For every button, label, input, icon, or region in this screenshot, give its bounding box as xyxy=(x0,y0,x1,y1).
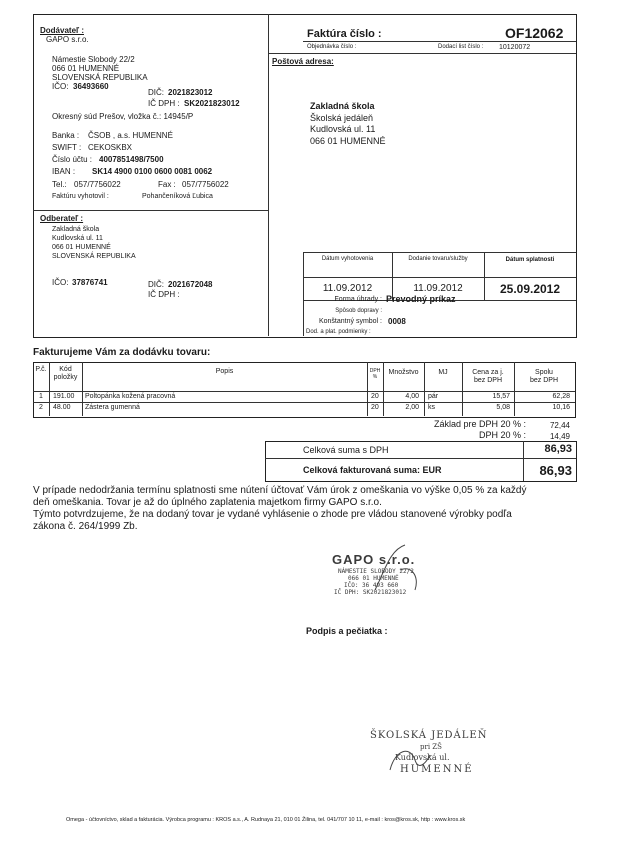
header-dph-2: % xyxy=(372,374,378,380)
row-price: 5,08 xyxy=(496,404,510,411)
supplier-iban-label: IBAN : xyxy=(52,167,76,176)
customer-ico: 37876741 xyxy=(72,278,108,287)
customer-ico-label: IČO: xyxy=(52,278,69,287)
constant-symbol: 0008 xyxy=(388,317,406,326)
postal-line2: Školská jedáleň xyxy=(310,113,374,123)
company-stamp-line-3: IČO: 36 493 660 xyxy=(344,582,399,589)
notice-line-4: zákona č. 264/1999 Zb. xyxy=(33,521,138,532)
row-price: 15,57 xyxy=(492,393,510,400)
header-price-1: Cena za j. xyxy=(472,369,504,376)
postal-name: Zakladná škola xyxy=(310,101,375,111)
header-dph-1: DPH xyxy=(369,368,381,374)
vat-base-value: 72,44 xyxy=(549,421,570,430)
supplier-account: 4007851498/7500 xyxy=(99,155,164,164)
issue-date: 11.09.2012 xyxy=(322,283,373,294)
supplier-swift-label: SWIFT : xyxy=(52,143,82,152)
supplier-bank: ČSOB , a.s. HUMENNÉ xyxy=(88,131,173,140)
customer-country: SLOVENSKÁ REPUBLIKA xyxy=(52,253,136,260)
payment-method: Prevodný príkaz xyxy=(386,294,456,304)
supplier-name: GAPO s.r.o. xyxy=(46,35,89,44)
row-unit: pár xyxy=(428,393,439,400)
supplier-issued-by: Pohančeníková Ľubica xyxy=(142,193,213,200)
footer-text: Omega - účtovníctvo, sklad a fakturácia. Výrobca programu : KROS a.s., A. Rudnaya 21, 010 01 Žilina, tel. 041/707 10 11, e-mail : kros@kros.sk, http : www.kros.sk xyxy=(66,817,466,823)
symbol-label: Konštantný symbol : xyxy=(318,318,382,325)
supplier-dic-label: DIČ: xyxy=(148,88,164,97)
row-desc: Zástera gumenná xyxy=(85,404,140,411)
row-total: 10,16 xyxy=(552,404,570,411)
vat-label: DPH 20 % : xyxy=(478,430,526,440)
signature-scribble xyxy=(370,540,430,600)
supplier-court: Okresný súd Prešov, vložka č.: 14945/P xyxy=(52,112,194,121)
header-desc: Popis xyxy=(215,368,234,375)
vat-value: 14,49 xyxy=(549,432,570,441)
supplier-account-label: Číslo účtu : xyxy=(52,155,93,164)
invoiced-label: Celková fakturovaná suma: EUR xyxy=(303,465,442,475)
notice-line-2: deň omeškania. Tovar je až do úplného zaplatenia majetkom firmy GAPO s.r.o. xyxy=(33,497,382,508)
row-pc: 1 xyxy=(39,393,43,400)
supplier-iban: SK14 4900 0100 0600 0081 0062 xyxy=(92,167,213,176)
header-pc: P.č. xyxy=(35,366,47,373)
issue-date-label: Dátum vyhotovenia xyxy=(321,256,374,262)
header-total-2: bez DPH xyxy=(529,377,558,384)
supplier-tel-label: Tel.: xyxy=(52,180,67,189)
delivery-date-label: Dodanie tovaru/služby xyxy=(408,256,468,262)
invoice-number: OF12062 xyxy=(505,25,564,41)
header-unit: MJ xyxy=(438,369,448,376)
row-desc: Poltopánka kožená pracovná xyxy=(85,393,176,400)
dates-mid-line xyxy=(303,277,576,278)
row-total: 62,28 xyxy=(552,393,570,400)
notice-line-3: Týmto potvrdzujeme, že na dodaný tovar je vydané vyhlásenie o zhode pre vládou stanovené výrobky podľa xyxy=(33,509,512,520)
sum-label: Celková suma s DPH xyxy=(303,445,389,455)
postal-city: 066 01 HUMENNÉ xyxy=(310,136,386,146)
customer-divider xyxy=(33,210,269,211)
supplier-issued-by-label: Faktúru vyhotovil : xyxy=(52,193,109,200)
row-qty: 2,00 xyxy=(405,404,419,411)
supplier-ico: 36493660 xyxy=(73,82,109,91)
row-dph: 20 xyxy=(371,404,379,411)
order-label: Objednávka číslo : xyxy=(307,44,357,50)
customer-stamp-line-4: HUMENNÉ xyxy=(400,764,474,775)
row-unit: ks xyxy=(428,404,435,411)
postal-heading: Poštová adresa: xyxy=(272,57,334,66)
supplier-bank-label: Banka : xyxy=(52,131,80,140)
invoiced-value: 86,93 xyxy=(539,463,572,478)
supplier-dic: 2021823012 xyxy=(168,88,213,97)
company-stamp-title: GAPO s.r.o. xyxy=(332,552,416,567)
customer-heading: Odberateľ : xyxy=(40,214,84,223)
header-total-1: Spolu xyxy=(535,369,553,376)
items-heading: Fakturujeme Vám za dodávku tovaru: xyxy=(33,347,211,358)
customer-icdph-label: IČ DPH : xyxy=(148,290,180,299)
header-code-1: Kód xyxy=(59,366,72,373)
customer-signature-scribble xyxy=(385,740,435,780)
sum-value: 86,93 xyxy=(544,443,572,455)
notice-line-1: V prípade nedodržania termínu splatnosti sme nútení účtovať Vám úrok z omeškania vo výške 0,05 % za každý xyxy=(33,485,527,496)
header-code-2: položky xyxy=(53,374,78,381)
customer-street: Kudlovská ul. 11 xyxy=(52,235,103,242)
supplier-icdph: SK2021823012 xyxy=(184,99,240,108)
due-date: 25.09.2012 xyxy=(499,282,561,296)
customer-stamp-line-2: pri ZŠ xyxy=(420,743,442,751)
company-stamp-line-2: 066 01 HUMENNÉ xyxy=(348,575,399,582)
vat-base-label: Základ pre DPH 20 % : xyxy=(433,419,526,429)
row-code: 48.00 xyxy=(53,404,71,411)
customer-name: Zakladná škola xyxy=(52,226,100,233)
delivery-note-number: 10120072 xyxy=(499,44,531,51)
row-qty: 4,00 xyxy=(405,393,419,400)
payment-label: Forma úhrady : xyxy=(334,296,382,303)
supplier-country: SLOVENSKÁ REPUBLIKA xyxy=(52,73,148,82)
postal-divider xyxy=(268,53,576,54)
due-date-label: Dátum splatnosti xyxy=(505,257,555,263)
invoice-title: Faktúra číslo : xyxy=(307,28,382,40)
signature-label: Podpis a pečiatka : xyxy=(306,626,388,636)
customer-dic-label: DIČ: xyxy=(148,280,164,289)
delivery-date: 11.09.2012 xyxy=(413,283,463,294)
terms-label: Dod. a plat. podmienky : xyxy=(306,329,371,335)
table-header-line xyxy=(33,391,575,392)
supplier-ico-label: IČO: xyxy=(52,82,69,91)
supplier-swift: CEKOSKBX xyxy=(88,143,133,152)
customer-stamp-line-1: ŠKOLSKÁ JEDÁLEŇ xyxy=(370,730,488,741)
row-pc: 2 xyxy=(39,404,43,411)
customer-dic: 2021672048 xyxy=(168,280,213,289)
totals-mid-line xyxy=(265,458,576,459)
supplier-fax-label: Fax : xyxy=(158,180,176,189)
supplier-street: Námestie Slobody 22/2 xyxy=(52,55,135,64)
header-qty: Množstvo xyxy=(388,369,419,376)
supplier-tel: 057/7756022 xyxy=(74,180,121,189)
delivery-note-label: Dodací list číslo : xyxy=(438,44,484,50)
row-code: 191.00 xyxy=(53,393,75,400)
company-stamp-line-1: NÁMESTIE SLOBODY 22/2 xyxy=(338,568,414,575)
table-row-line xyxy=(33,402,575,403)
row-dph: 20 xyxy=(371,393,379,400)
supplier-fax: 057/7756022 xyxy=(182,180,229,189)
invoice-divider xyxy=(303,41,576,42)
company-stamp-line-4: IČ DPH: SK2021823012 xyxy=(334,589,407,596)
customer-city: 066 01 HUMENNÉ xyxy=(52,244,111,251)
supplier-icdph-label: IČ DPH : xyxy=(148,99,180,108)
supplier-heading: Dodávateľ : xyxy=(40,26,84,35)
header-divider xyxy=(268,14,269,336)
shipping-label: Spôsob dopravy : xyxy=(335,308,382,314)
customer-stamp-line-3: Kudlovská ul. xyxy=(395,753,450,762)
supplier-city: 066 01 HUMENNÉ xyxy=(52,64,120,73)
dates-top-line xyxy=(303,252,576,253)
header-price-2: bez DPH xyxy=(473,377,502,384)
postal-street: Kudlovská ul. 11 xyxy=(310,124,376,134)
